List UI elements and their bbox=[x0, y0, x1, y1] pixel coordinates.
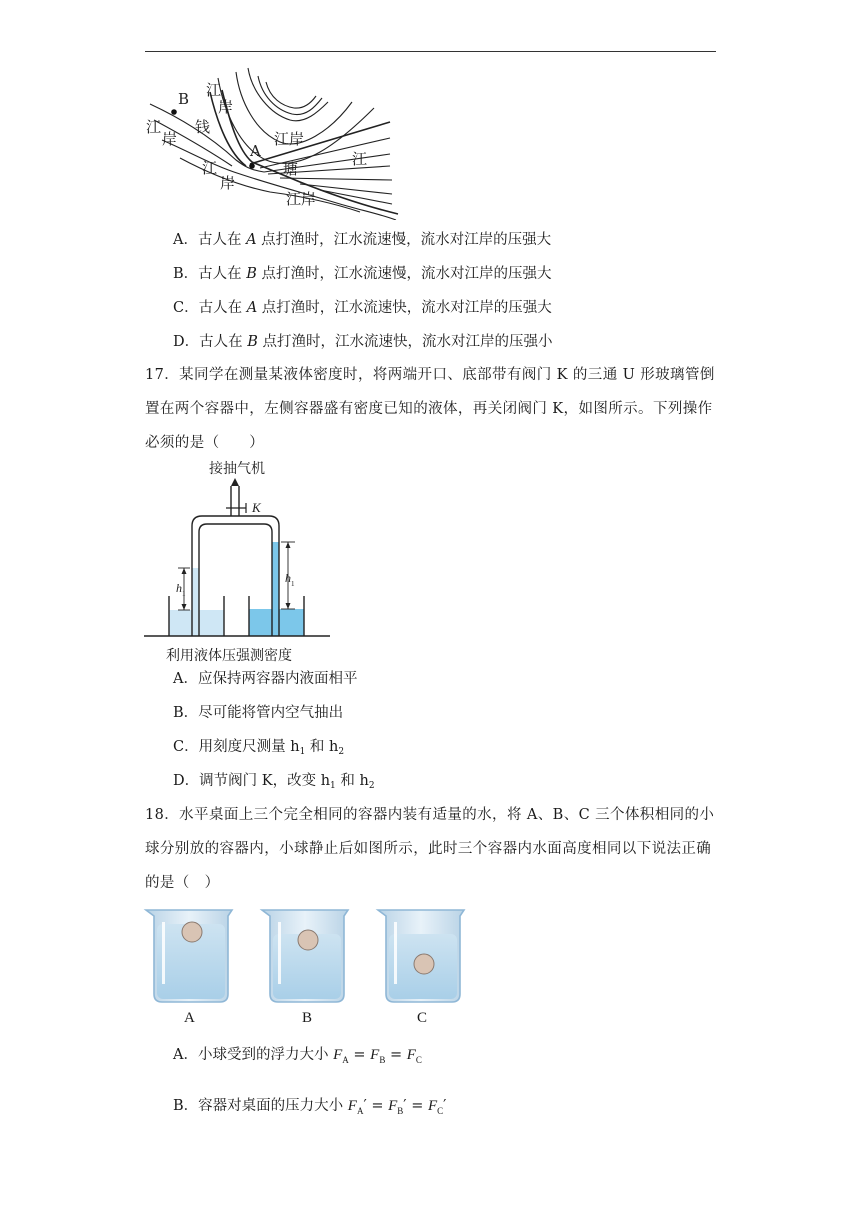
map-label: 钱 bbox=[195, 118, 211, 136]
beaker-a-label: A bbox=[184, 1010, 195, 1026]
q16-option-c[interactable]: C．古人在 A 点打渔时，江水流速快，流水对江岸的压强大 bbox=[173, 300, 552, 316]
beaker-b-label: B bbox=[302, 1010, 313, 1026]
right-h-sub: 1 bbox=[291, 580, 295, 588]
map-label-a: A bbox=[250, 142, 261, 160]
q17-stem: 17．某同学在测量某液体密度时，将两端开口、底部带有阀门 K 的三通 U 形玻璃管倒置在两个容器中，左侧容器盛有密度已知的液体，再关闭阀门 K，如图所示。下列操作必须的是（ ） bbox=[145, 367, 715, 451]
q17-option-d[interactable]: D．调节阀门 K，改变 $h_1$ 和 $h_2$ bbox=[173, 773, 375, 791]
map-label-b: B bbox=[178, 90, 190, 108]
q18-option-a[interactable]: A．小球受到的浮力大小 $F_A = F_B = F_C$ bbox=[173, 1047, 422, 1065]
map-label: 塘 bbox=[283, 160, 299, 178]
beakers-figure bbox=[140, 904, 470, 1008]
map-label: 江 bbox=[352, 150, 368, 168]
left-h-sub: 1 bbox=[182, 590, 186, 598]
q18-stem: 18．水平桌面上三个完全相同的容器内装有适量的水，将 A、B、C 三个体积相同的小球分别放的容器内，小球静止后如图所示，此时三个容器内水面高度相同以下说法正确的是（ ） bbox=[145, 807, 715, 891]
figure-caption: 利用液体压强测密度 bbox=[166, 648, 292, 664]
map-label: 江 bbox=[206, 81, 222, 99]
u-tube-figure bbox=[142, 476, 334, 642]
beaker-c-label: C bbox=[417, 1010, 428, 1026]
left-h-label: h bbox=[176, 581, 182, 595]
valve-label: K bbox=[252, 500, 261, 515]
map-label: 岸 bbox=[162, 130, 178, 148]
map-label: 江 bbox=[202, 159, 218, 177]
map-label: 江 bbox=[146, 118, 162, 136]
map-label: 岸 bbox=[220, 174, 236, 192]
river-map-figure bbox=[140, 62, 402, 220]
q16-option-a[interactable]: A．古人在 A 点打渔时，江水流速慢，流水对江岸的压强大 bbox=[173, 232, 552, 248]
pump-label: 接抽气机 bbox=[209, 461, 265, 477]
map-label: 江岸 bbox=[286, 190, 317, 208]
beaker-b bbox=[262, 910, 348, 1002]
q16-option-b[interactable]: B．古人在 B 点打渔时，江水流速慢，流水对江岸的压强大 bbox=[173, 266, 552, 282]
map-label: 江岸 bbox=[274, 130, 305, 148]
q18-option-b[interactable]: B．容器对桌面的压力大小 $F_A' = F_B' = F_C'$ bbox=[173, 1098, 447, 1116]
q17-option-b[interactable]: B．尽可能将管内空气抽出 bbox=[173, 705, 344, 721]
q17-option-a[interactable]: A．应保持两容器内液面相平 bbox=[173, 671, 358, 687]
header-rule bbox=[145, 51, 716, 52]
right-h-label: h bbox=[285, 571, 291, 585]
beaker-a bbox=[146, 910, 232, 1002]
q16-option-d[interactable]: D．古人在 B 点打渔时，江水流速快，流水对江岸的压强小 bbox=[173, 334, 553, 350]
map-label: 岸 bbox=[218, 98, 234, 116]
q17-option-c[interactable]: C．用刻度尺测量 $h_1$ 和 $h_2$ bbox=[173, 739, 345, 757]
beaker-c bbox=[378, 910, 464, 1002]
